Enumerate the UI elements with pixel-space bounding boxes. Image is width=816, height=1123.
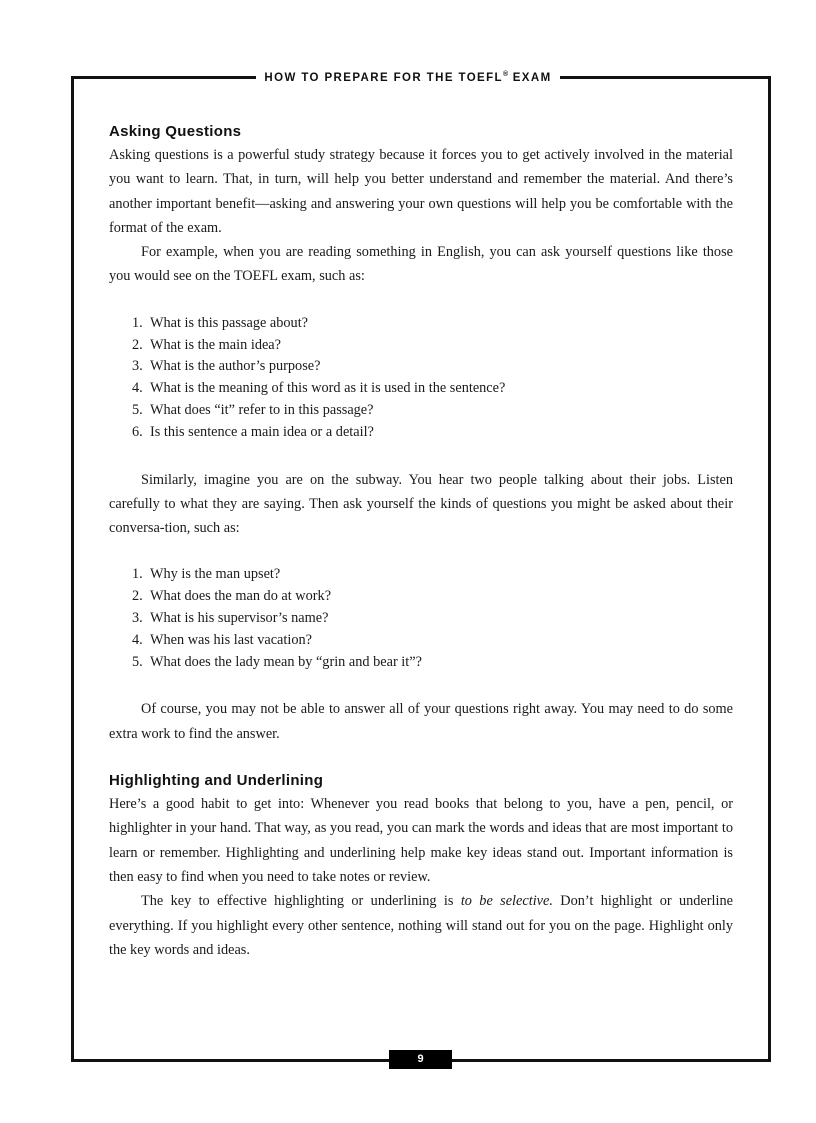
emphasis-text: to be selective.	[460, 893, 553, 910]
reading-questions-list	[109, 313, 733, 444]
list-item: 5. What does “it” refer to in this passage?	[132, 401, 374, 418]
list-item: 3. What is his supervisor’s name?	[132, 610, 329, 627]
section-heading-asking-questions: Asking Questions	[109, 123, 242, 140]
running-title: HOW TO PREPARE FOR THE TOEFL	[264, 72, 503, 84]
list-item: 2. What is the main idea?	[132, 336, 282, 353]
paragraph: Of course, you may not be able to answer all of your questions right away. You may need to do some extra work to find the answer.	[109, 701, 733, 742]
running-title-end: EXAM	[508, 72, 552, 84]
listening-questions-list	[109, 564, 733, 673]
spacer	[109, 746, 733, 770]
list-item: 4. When was his last vacation?	[132, 631, 312, 648]
list-item: 3. What is the author’s purpose?	[132, 358, 321, 375]
paragraph: Similarly, imagine you are on the subway. You hear two people talking about their jobs. Listen carefully to what they are saying. Then ask yourself the kinds of questions you might be asked about their conversa-tion, such as:	[109, 471, 733, 537]
paragraph: For example, when you are reading something in English, you can ask yourself questions like those you would see on the TOEFL exam, such as:	[109, 244, 733, 285]
running-header-text	[256, 72, 559, 84]
list-item: 4. What is the meaning of this word as it is used in the sentence?	[132, 380, 506, 397]
paragraph: Asking questions is a powerful study strategy because it forces you to get actively involved in the material you want to learn. That, in turn, will help you better understand and remember the material. And there’s another important benefit—asking and answering your own questions will help you be comfortable with the format of the exam.	[109, 147, 733, 236]
list-item: 1. Why is the man upset?	[132, 566, 281, 583]
running-header	[0, 68, 816, 86]
paragraph: Here’s a good habit to get into: Whenever you read books that belong to you, have a pen, pencil, or highlighter in your hand. That way, as you read, you can mark the words and ideas that are most important to learn or remember. Highlighting and underlining help make key ideas stand out. Important information is then easy to find when you need to take notes or review.	[109, 796, 733, 885]
list-item: 1. What is this passage about?	[132, 314, 309, 331]
list-item: 6. Is this sentence a main idea or a detail?	[132, 423, 374, 440]
section-heading-highlighting: Highlighting and Underlining	[109, 772, 324, 790]
page-number-badge: 9	[389, 1050, 452, 1069]
list-item: 5. What does the lady mean by “grin and bear it”?	[132, 653, 422, 670]
page-content	[109, 121, 733, 962]
list-item: 2. What does the man do at work?	[132, 588, 332, 605]
registered-mark: ®	[502, 71, 509, 79]
paragraph: The key to effective highlighting or underlining is to be selective. Don’t highlight or underline everything. If you highlight every other sentence, nothing will stand out for you on the page. Highlight only the key words and ideas.	[109, 893, 733, 958]
